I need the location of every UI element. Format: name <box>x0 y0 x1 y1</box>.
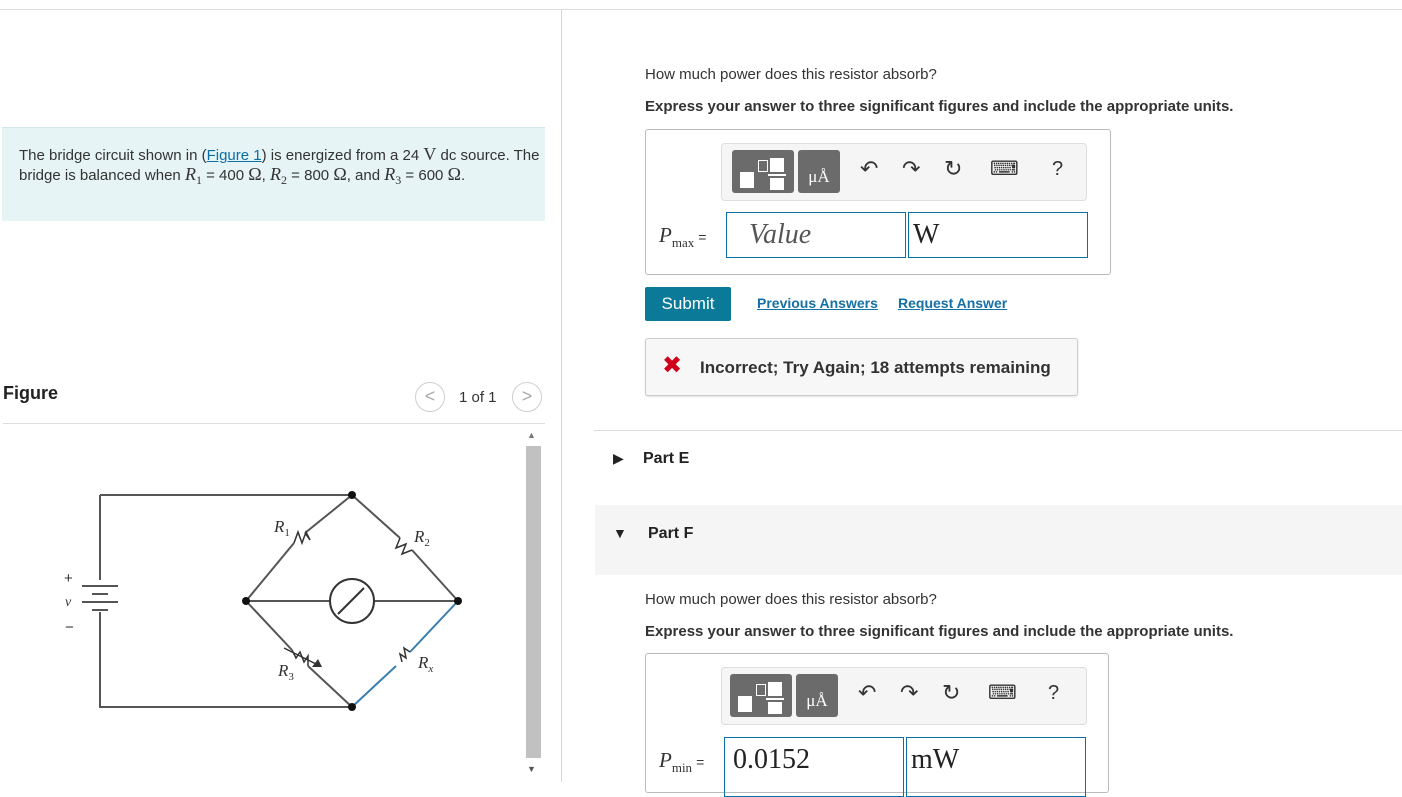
keyboard-icon[interactable]: ⌨ <box>990 158 1019 180</box>
part-f-toolbar <box>721 667 1087 725</box>
reset-icon[interactable]: ↻ <box>944 156 963 181</box>
pmax-label: $P_{max}$ = <box>659 223 707 251</box>
submit-button[interactable]: Submit <box>645 287 731 321</box>
templates-button[interactable] <box>732 150 794 193</box>
label-r2: $R_2$ <box>414 527 430 549</box>
templates-button[interactable] <box>730 674 792 717</box>
chevron-right-icon: > <box>521 386 533 406</box>
help-button[interactable]: ? <box>1052 158 1064 180</box>
part-e-header[interactable] <box>595 440 1402 480</box>
label-minus: − <box>65 619 74 636</box>
label-rx: $R_x$ <box>418 653 434 675</box>
feedback-message: Incorrect; Try Again; 18 attempts remaining <box>700 358 1051 377</box>
pmin-value-input[interactable]: 0.0152 <box>724 737 904 797</box>
collapse-arrow-icon: ▼ <box>613 525 627 541</box>
part-f-instruction: Express your answer to three significant figures and include the appropriate units. <box>645 623 1234 640</box>
part-separator <box>594 430 1402 431</box>
units-button[interactable]: μÅ <box>796 674 838 717</box>
next-figure-button[interactable] <box>512 382 542 412</box>
expand-arrow-icon: ▶ <box>613 450 624 466</box>
figure-title: Figure <box>3 383 59 403</box>
problem-statement: The bridge circuit shown in (Figure 1) is energized from a 24 V dc source. The bridge is balanced when $R_1 = 400$ Ω, $R_2 = 800$ Ω, and $R_3 = 600$ Ω. <box>2 127 545 221</box>
figure-scrollbar[interactable] <box>526 446 541 758</box>
help-button[interactable]: ? <box>1048 682 1060 704</box>
top-divider <box>0 9 1402 10</box>
part-f-label: Part F <box>648 525 694 542</box>
pmax-value-input[interactable]: Value <box>726 212 906 258</box>
label-r3: $R_3$ <box>278 661 294 683</box>
scroll-down-icon[interactable]: ▼ <box>527 764 536 774</box>
pmin-unit-input[interactable]: mW <box>906 737 1086 797</box>
prev-figure-button[interactable] <box>415 382 445 412</box>
figure-counter: 1 of 1 <box>459 389 497 406</box>
label-r1: $R_1$ <box>274 517 290 539</box>
figure-separator <box>3 423 545 424</box>
part-d-answer-box <box>645 129 1111 275</box>
pmax-unit-input[interactable]: W <box>908 212 1088 258</box>
chevron-left-icon: < <box>424 386 436 406</box>
bridge-circuit-diagram <box>40 470 480 730</box>
reset-icon[interactable]: ↻ <box>942 680 961 705</box>
part-d-toolbar <box>721 143 1087 201</box>
redo-icon[interactable]: ↷ <box>900 680 919 705</box>
units-button[interactable]: μÅ <box>798 150 840 193</box>
part-d-question: How much power does this resistor absorb? <box>645 66 937 83</box>
part-f-header[interactable] <box>595 505 1402 575</box>
feedback-banner <box>645 338 1078 396</box>
label-v: v <box>65 595 72 610</box>
request-answer-link[interactable]: Request Answer <box>898 295 1008 311</box>
error-x-icon: ✖ <box>662 352 683 379</box>
undo-icon[interactable]: ↶ <box>858 680 877 705</box>
label-plus: + <box>64 570 73 587</box>
part-f-question: How much power does this resistor absorb? <box>645 591 937 608</box>
figure-link[interactable]: Figure 1 <box>206 147 262 164</box>
keyboard-icon[interactable]: ⌨ <box>988 682 1017 704</box>
part-f-answer-box <box>645 653 1109 793</box>
part-e-label: Part E <box>643 450 690 467</box>
previous-answers-link[interactable]: Previous Answers <box>757 295 878 311</box>
part-d-instruction: Express your answer to three significant figures and include the appropriate units. <box>645 98 1234 115</box>
scroll-up-icon[interactable]: ▲ <box>527 430 536 440</box>
pmin-label: $P_{min}$ = <box>659 748 705 776</box>
undo-icon[interactable]: ↶ <box>860 156 879 181</box>
pane-divider <box>561 9 562 782</box>
redo-icon[interactable]: ↷ <box>902 156 921 181</box>
